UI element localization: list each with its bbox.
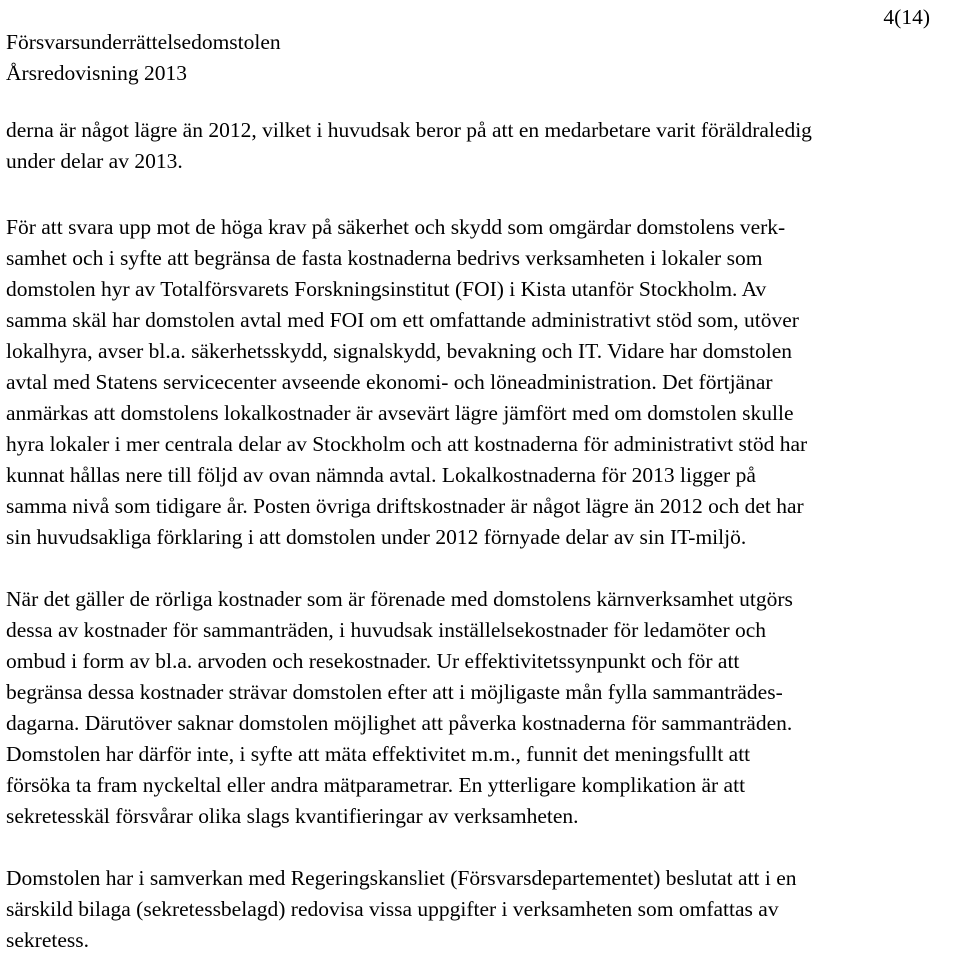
page-number: 4(14) bbox=[883, 5, 930, 29]
paragraph-line: sekretesskäl försvårar olika slags kvantifieringar av verksamheten. bbox=[6, 804, 579, 828]
paragraph-line: derna är något lägre än 2012, vilket i huvudsak beror på att en medarbetare varit föräldraledig bbox=[6, 118, 812, 142]
paragraph-line: domstolen hyr av Totalförsvarets Forskningsinstitut (FOI) i Kista utanför Stockholm. Av bbox=[6, 277, 767, 301]
report-title: Årsredovisning 2013 bbox=[6, 61, 187, 85]
paragraph-line: avtal med Statens servicecenter avseende ekonomi- och löneadministration. Det förtjänar bbox=[6, 370, 773, 394]
paragraph-2 bbox=[6, 212, 952, 553]
paragraph-line: Domstolen har därför inte, i syfte att mäta effektivitet m.m., funnit det meningsfullt att bbox=[6, 742, 751, 766]
organization-name: Försvarsunderrättelsedomstolen bbox=[6, 30, 281, 54]
paragraph-line: kunnat hållas nere till följd av ovan nämnda avtal. Lokalkostnaderna för 2013 ligger på bbox=[6, 463, 756, 487]
paragraph-line: dagarna. Därutöver saknar domstolen möjlighet att påverka kostnaderna för sammanträden. bbox=[6, 711, 793, 735]
paragraph-line: Domstolen har i samverkan med Regeringskansliet (Försvarsdepartementet) beslutat att i en bbox=[6, 866, 797, 890]
paragraph-line: anmärkas att domstolens lokalkostnader är avsevärt lägre jämfört med om domstolen skulle bbox=[6, 401, 794, 425]
paragraph-line: begränsa dessa kostnader strävar domstolen efter att i möjligaste mån fylla sammanträdes- bbox=[6, 680, 783, 704]
paragraph-line: För att svara upp mot de höga krav på säkerhet och skydd som omgärdar domstolens verk- bbox=[6, 215, 786, 239]
paragraph-line: under delar av 2013. bbox=[6, 149, 183, 173]
paragraph-line: försöka ta fram nyckeltal eller andra mätparametrar. En ytterligare komplikation är att bbox=[6, 773, 746, 797]
paragraph-3 bbox=[6, 584, 952, 832]
paragraph-line: hyra lokaler i mer centrala delar av Stockholm och att kostnaderna för administrativt stöd har bbox=[6, 432, 808, 456]
document-body bbox=[6, 115, 952, 956]
paragraph-4 bbox=[6, 863, 952, 956]
paragraph-line: När det gäller de rörliga kostnader som är förenade med domstolens kärnverksamhet utgörs bbox=[6, 587, 793, 611]
paragraph-line: särskild bilaga (sekretessbelagd) redovisa vissa uppgifter i verksamheten som omfattas av bbox=[6, 897, 779, 921]
paragraph-line: sekretess. bbox=[6, 928, 89, 952]
paragraph-1 bbox=[6, 115, 952, 177]
paragraph-line: samma nivå som tidigare år. Posten övriga driftskostnader är något lägre än 2012 och det har bbox=[6, 494, 804, 518]
paragraph-line: lokalhyra, avser bl.a. säkerhetsskydd, signalskydd, bevakning och IT. Vidare har domstolen bbox=[6, 339, 793, 363]
paragraph-line: sin huvudsakliga förklaring i att domstolen under 2012 förnyade delar av sin IT-miljö. bbox=[6, 525, 747, 549]
paragraph-line: samma skäl har domstolen avtal med FOI om ett omfattande administrativt stöd som, utöver bbox=[6, 308, 799, 332]
paragraph-line: dessa av kostnader för sammanträden, i huvudsak inställelsekostnader för ledamöter och bbox=[6, 618, 767, 642]
paragraph-line: ombud i form av bl.a. arvoden och resekostnader. Ur effektivitetssynpunkt och för att bbox=[6, 649, 740, 673]
paragraph-line: samhet och i syfte att begränsa de fasta kostnaderna bedrivs verksamheten i lokaler som bbox=[6, 246, 763, 270]
page-header bbox=[6, 5, 930, 89]
